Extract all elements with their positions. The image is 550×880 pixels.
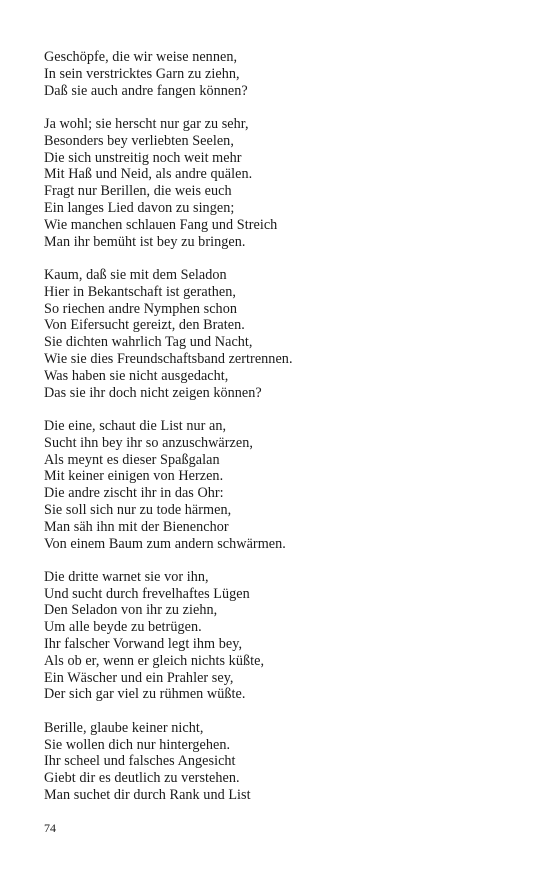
stanza-1 bbox=[44, 49, 524, 99]
verse-line: Von Eifersucht gereizt, den Braten. bbox=[44, 317, 245, 334]
verse-line: Mit Haß und Neid, als andre quälen. bbox=[44, 166, 253, 183]
verse-line: Ein Wäscher und ein Prahler sey, bbox=[44, 669, 234, 686]
verse-line: Sie dichten wahrlich Tag und Nacht, bbox=[44, 334, 253, 351]
verse-line: Daß sie auch andre fangen können? bbox=[44, 82, 248, 99]
verse-line: Ja wohl; sie herscht nur gar zu sehr, bbox=[44, 115, 249, 132]
verse-line: Das sie ihr doch nicht zeigen können? bbox=[44, 384, 262, 401]
stanza-2 bbox=[44, 116, 524, 250]
verse-line: Fragt nur Berillen, die weis euch bbox=[44, 183, 232, 200]
verse-line: Man säh ihn mit der Bienenchor bbox=[44, 518, 229, 535]
verse-line: Als meynt es dieser Spaßgalan bbox=[44, 451, 220, 468]
verse-line: Die dritte warnet sie vor ihn, bbox=[44, 568, 209, 585]
verse-line: Sie soll sich nur zu tode härmen, bbox=[44, 501, 232, 518]
verse-line: Ihr scheel und falsches Angesicht bbox=[44, 753, 236, 770]
verse-line: Sucht ihn bey ihr so anzuschwärzen, bbox=[44, 434, 253, 451]
stanza-5 bbox=[44, 569, 524, 703]
verse-line: Man ihr bemüht ist bey zu bringen. bbox=[44, 233, 246, 250]
verse-line: Sie wollen dich nur hintergehen. bbox=[44, 736, 231, 753]
verse-line: Als ob er, wenn er gleich nichts küßte, bbox=[44, 652, 265, 669]
stanza-3 bbox=[44, 267, 524, 401]
verse-line: Und sucht durch frevelhaftes Lügen bbox=[44, 585, 250, 602]
verse-line: Geschöpfe, die wir weise nennen, bbox=[44, 49, 238, 65]
verse-line: Um alle beyde zu betrügen. bbox=[44, 619, 202, 636]
verse-line: Wie sie dies Freundschaftsband zertrennen. bbox=[44, 350, 293, 367]
poem-text bbox=[44, 49, 524, 820]
verse-line: Ein langes Lied davon zu singen; bbox=[44, 199, 235, 216]
verse-line: Die andre zischt ihr in das Ohr: bbox=[44, 485, 224, 502]
verse-line: Was haben sie nicht ausgedacht, bbox=[44, 367, 229, 384]
verse-line: Berille, glaube keiner nicht, bbox=[44, 719, 204, 736]
verse-line: Besonders bey verliebten Seelen, bbox=[44, 132, 234, 149]
stanza-4 bbox=[44, 418, 524, 552]
verse-line: Mit keiner einigen von Herzen. bbox=[44, 468, 224, 485]
verse-line: Ihr falscher Vorwand legt ihm bey, bbox=[44, 636, 243, 653]
verse-line: Giebt dir es deutlich zu verstehen. bbox=[44, 770, 240, 787]
verse-line: So riechen andre Nymphen schon bbox=[44, 300, 237, 317]
verse-line: Die sich unstreitig noch weit mehr bbox=[44, 149, 242, 166]
verse-line: Man suchet dir durch Rank und List bbox=[44, 787, 251, 804]
verse-line: Kaum, daß sie mit dem Seladon bbox=[44, 266, 227, 283]
verse-line: Der sich gar viel zu rühmen wüßte. bbox=[44, 686, 246, 703]
verse-line: Von einem Baum zum andern schwärmen. bbox=[44, 535, 286, 552]
verse-line: In sein verstricktes Garn zu ziehn, bbox=[44, 65, 240, 82]
verse-line: Wie manchen schlauen Fang und Streich bbox=[44, 216, 278, 233]
page-number: 74 bbox=[44, 821, 56, 835]
stanza-6 bbox=[44, 720, 524, 804]
verse-line: Den Seladon von ihr zu ziehn, bbox=[44, 602, 218, 619]
verse-line: Die eine, schaut die List nur an, bbox=[44, 417, 227, 434]
verse-line: Hier in Bekantschaft ist gerathen, bbox=[44, 283, 236, 300]
